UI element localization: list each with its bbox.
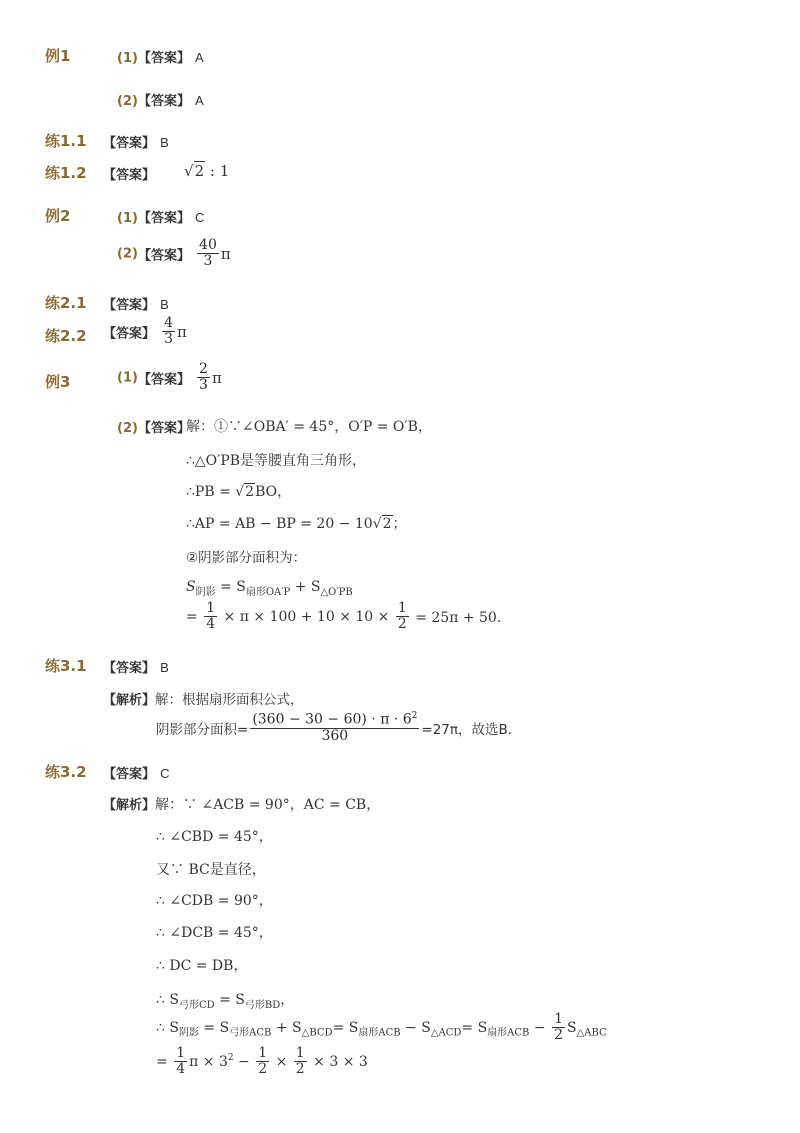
answer-tag: 【答案】 xyxy=(103,661,156,676)
answer-value: A xyxy=(195,50,204,65)
fraction: $\frac{40}{3}$ xyxy=(199,237,217,270)
fraction: $\frac{(360 - 30 - 60) \cdot \pi \cdot 6^2}{360}$ xyxy=(252,711,418,745)
practice-1-2-answer xyxy=(103,164,155,183)
fraction: $\frac{1}{2}$ xyxy=(295,1045,305,1078)
fraction: $\frac{1}{2}$ xyxy=(554,1011,563,1044)
example-1-part-2 xyxy=(117,90,204,109)
sqrt-expression: √2 xyxy=(372,516,392,532)
analysis-text: 解：根据扇形面积公式， xyxy=(155,692,304,708)
answer-value: C xyxy=(195,210,205,225)
fraction: $\frac{1}{4}$ xyxy=(176,1045,186,1078)
answer-value: B xyxy=(160,660,169,675)
part-number: (1) xyxy=(117,211,138,226)
practice-3-2-line-3: 又∵ BC是直径， xyxy=(156,862,266,878)
answer-tag: 【答案】 xyxy=(103,326,156,342)
practice-3-2-analysis xyxy=(103,794,380,814)
answer-tag: 【答案】 xyxy=(137,51,190,66)
practice-1-1-answer xyxy=(103,132,169,151)
practice-2-1-label: 练2.1 xyxy=(45,294,87,312)
answer-tag: 【答案】 xyxy=(103,298,156,313)
example-3-line-1: 解：①∵∠OBA′ = 45°，O′P = O′B， xyxy=(186,419,432,435)
example-1-label: 例1 xyxy=(45,47,71,65)
part-number: (1) xyxy=(117,370,138,386)
answer-tag: 【答案】 xyxy=(103,136,156,151)
practice-1-1-label: 练1.1 xyxy=(45,132,87,150)
answer-tag: 【答案】 xyxy=(137,421,190,436)
practice-2-2-label: 练2.2 xyxy=(45,327,87,345)
example-3-part-1: (1)【答案】 $\frac{2}{3}$ π xyxy=(117,361,222,394)
answer-tag: 【答案】 xyxy=(103,767,156,782)
sqrt-expression: √2 xyxy=(235,484,255,500)
answer-tag: 【答案】 xyxy=(137,372,190,388)
practice-3-2-label: 练3.2 xyxy=(45,763,87,781)
fraction: $\frac{1}{4}$ xyxy=(206,600,216,633)
practice-3-2-line-2: ∴ ∠CBD = 45°， xyxy=(156,829,273,845)
practice-2-2-answer: 【答案】 $\frac{4}{3}$ π xyxy=(103,315,187,348)
answer-tag: 【答案】 xyxy=(137,211,190,226)
fraction: $\frac{1}{2}$ xyxy=(397,600,407,633)
example-2-label: 例2 xyxy=(45,207,71,225)
example-2-part-2: (2)【答案】 $\frac{40}{3}$ π xyxy=(117,237,231,270)
analysis-tag: 【解析】 xyxy=(103,693,156,708)
part-number: (2) xyxy=(117,421,138,436)
example-3-part-2 xyxy=(117,417,190,436)
practice-3-1-line-2: 阴影部分面积= $\frac{(360 - 30 - 60) \cdot \pi \cdot 6^2}{360}$ =27π，故选B． xyxy=(156,711,522,745)
example-1-part-1 xyxy=(117,47,204,66)
answer-tag: 【答案】 xyxy=(137,248,190,264)
analysis-tag: 【解析】 xyxy=(103,798,156,813)
answer-value: B xyxy=(160,297,169,312)
example-3-line-4: ∴AP = AB − BP = 20 − 10√2； xyxy=(186,516,407,532)
practice-3-2-line-4: ∴ ∠CDB = 90°， xyxy=(156,893,273,909)
example-3-line-7: = $\frac{1}{4}$ × π × 100 + 10 × 10 × $\frac{1}{2}$ = 25π + 50． xyxy=(186,600,511,633)
practice-3-1-analysis xyxy=(103,688,304,708)
practice-3-1-answer xyxy=(103,657,169,676)
practice-3-1-label: 练3.1 xyxy=(45,657,87,675)
answer-tag: 【答案】 xyxy=(137,94,190,109)
example-3-line-2: ∴△O′PB是等腰直角三角形， xyxy=(186,453,367,469)
analysis-line-1: 解：∵ ∠ACB = 90°，AC = CB， xyxy=(155,797,381,813)
answer-value: B xyxy=(160,135,169,150)
part-number: (2) xyxy=(117,246,138,262)
practice-2-1-answer xyxy=(103,294,169,313)
part-number: (2) xyxy=(117,94,138,109)
answer-value: A xyxy=(195,93,204,108)
example-3-line-3: ∴PB = √2BO， xyxy=(186,484,292,500)
sqrt-expression: √2 xyxy=(184,162,205,180)
practice-1-2-answer-value: √2 : 1 xyxy=(184,162,230,180)
practice-1-2-label: 练1.2 xyxy=(45,164,87,182)
example-3-label: 例3 xyxy=(45,373,71,391)
practice-3-2-line-6: ∴ DC = DB， xyxy=(156,958,248,974)
practice-3-2-line-5: ∴ ∠DCB = 45°， xyxy=(156,925,273,941)
answer-tag: 【答案】 xyxy=(103,168,156,183)
example-3-line-6: $S_{阴影} = S_{扇形OA'P} + S_{\triangle O'PB}$ xyxy=(186,579,353,598)
example-2-part-1 xyxy=(117,207,204,226)
fraction: $\frac{1}{2}$ xyxy=(258,1045,268,1078)
practice-3-2-line-7: ∴ $S_{弓形CD} = S_{弓形BD}$， xyxy=(156,992,295,1011)
fraction: $\frac{2}{3}$ xyxy=(199,361,208,394)
example-3-line-5: ②阴影部分面积为： xyxy=(186,550,307,566)
part-number: (1) xyxy=(117,51,138,66)
fraction: $\frac{4}{3}$ xyxy=(164,315,174,348)
practice-3-2-line-8: ∴ $S_{阴影} = S_{弓形ACB} + S_{\triangle BCD}= S_{扇形ACB} - S_{\triangle ACD}= S_{扇形ACB}$ − $\frac{1}{2}$ $S_{\triangle ABC}$ xyxy=(156,1011,607,1044)
practice-3-2-line-9: = $\frac{1}{4}$ $\pi \times 3^2$ − $\frac{1}{2}$ × $\frac{1}{2}$ × 3 × 3 xyxy=(156,1045,368,1078)
practice-3-2-answer xyxy=(103,763,170,782)
answer-value: C xyxy=(160,766,170,781)
